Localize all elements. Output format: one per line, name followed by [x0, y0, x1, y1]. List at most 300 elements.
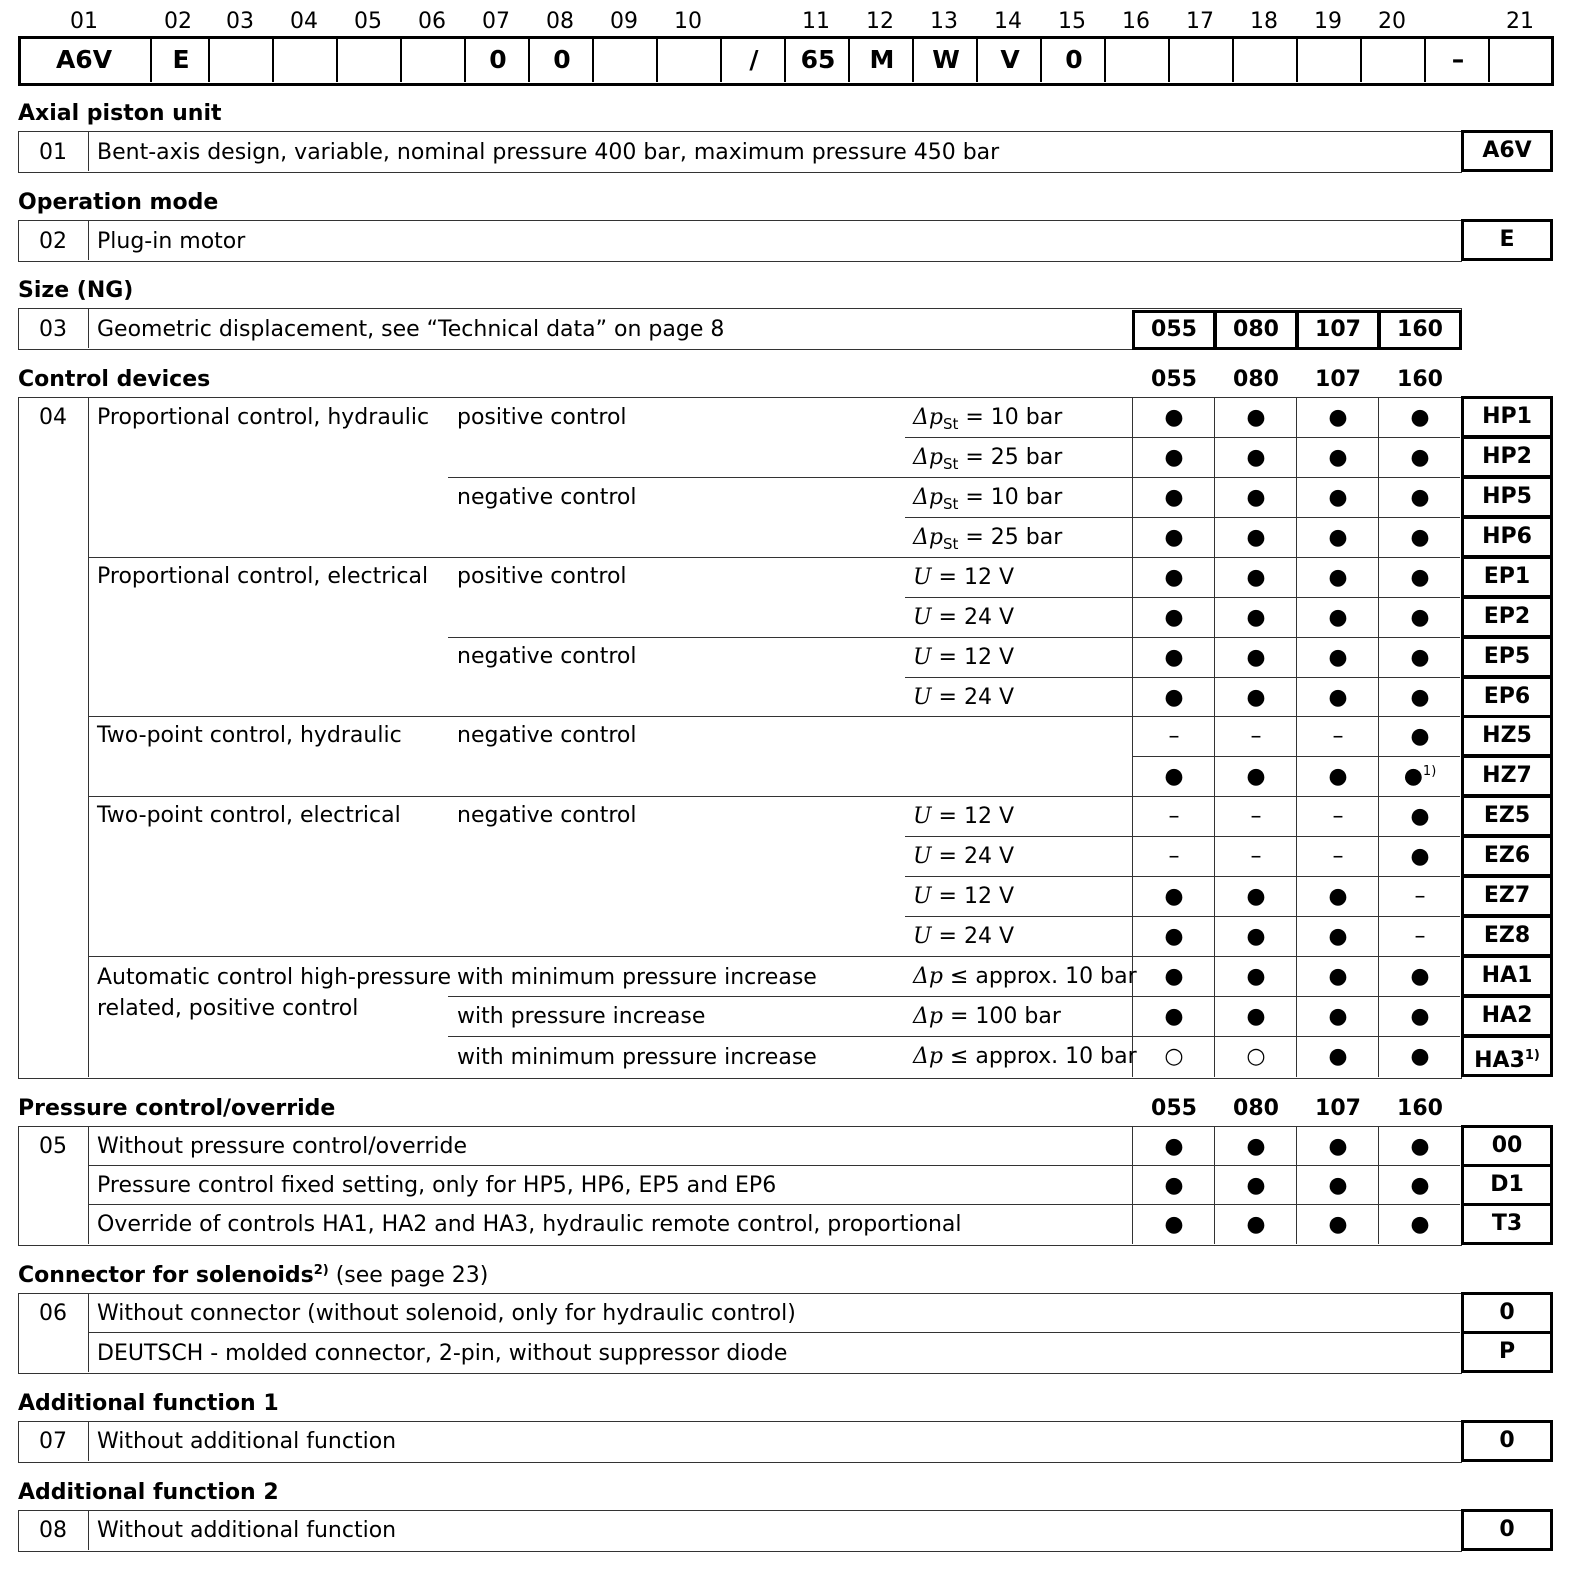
availability-mark	[1133, 724, 1215, 749]
availability-mark	[1133, 605, 1215, 630]
availability-mark: ●	[1246, 1212, 1266, 1237]
condition-value: = 24 V	[931, 844, 1015, 869]
availability-mark	[1215, 405, 1297, 430]
divider	[88, 308, 89, 348]
position-number: 21	[1506, 9, 1534, 34]
mark-symbol: ●	[1328, 964, 1348, 989]
condition-subscript: St	[942, 455, 959, 473]
mark-symbol: ●	[1164, 525, 1184, 550]
row-separator	[905, 916, 1460, 917]
availability-mark	[1215, 605, 1297, 630]
order-code: EP5	[1483, 644, 1531, 669]
row-separator	[88, 1204, 1460, 1205]
row-separator	[448, 1036, 1460, 1037]
availability-mark	[1379, 405, 1461, 430]
order-code: HP1	[1482, 404, 1532, 429]
mark-symbol: ●	[1246, 565, 1266, 590]
type-code-cell: 0	[528, 38, 594, 82]
mark-symbol: ●	[1410, 964, 1430, 989]
row-separator	[905, 836, 1460, 837]
availability-mark	[1379, 924, 1461, 949]
mark-symbol: ●	[1328, 445, 1348, 470]
type-code-cell	[208, 38, 274, 82]
position-number: 01	[70, 9, 98, 34]
condition-text	[913, 485, 1062, 513]
row-number: 01	[39, 140, 67, 165]
order-code-box	[1461, 955, 1553, 997]
condition-symbol: Δp	[913, 445, 943, 470]
condition-value: ≤ approx. 10 bar	[942, 964, 1137, 989]
row-text: Plug-in motor	[97, 229, 246, 254]
availability-mark	[1379, 1004, 1461, 1029]
availability-mark	[1215, 724, 1297, 749]
order-code-box	[1461, 1035, 1553, 1077]
availability-mark	[1133, 405, 1215, 430]
condition-symbol: Δp	[913, 485, 943, 510]
availability-mark	[1133, 884, 1215, 909]
section-title-note: (see page 23)	[328, 1263, 489, 1288]
order-code-box: T3	[1461, 1203, 1553, 1245]
availability-mark	[1379, 764, 1461, 789]
availability-mark	[1133, 964, 1215, 989]
condition-symbol: U	[913, 924, 932, 949]
type-code-cell	[400, 38, 466, 82]
row-text: Without additional function	[97, 1429, 397, 1454]
section-title-size: Size (NG)	[18, 278, 134, 303]
row-separator	[448, 637, 1460, 638]
size-box-160: 160	[1378, 310, 1462, 350]
condition-symbol: Δp	[913, 405, 943, 430]
mark-symbol: –	[1250, 804, 1262, 829]
condition-text	[913, 924, 1014, 949]
availability-mark	[1297, 645, 1379, 670]
condition-value: = 24 V	[931, 924, 1015, 949]
availability-mark	[1215, 924, 1297, 949]
availability-mark	[1297, 724, 1379, 749]
availability-mark	[1297, 1004, 1379, 1029]
availability-mark	[1215, 964, 1297, 989]
mark-symbol: ●	[1328, 485, 1348, 510]
mark-symbol: ○	[1246, 1044, 1266, 1069]
availability-mark	[1379, 525, 1461, 550]
order-code-box: E	[1461, 219, 1553, 261]
row-text: Bent-axis design, variable, nominal pressure 400 bar, maximum pressure 450 bar	[97, 140, 1000, 165]
mark-symbol: ●	[1410, 1004, 1430, 1029]
type-code-cell: 65	[784, 38, 850, 82]
availability-mark	[1133, 685, 1215, 710]
row-separator	[905, 437, 1460, 438]
divider	[88, 1332, 1460, 1333]
availability-mark	[1379, 645, 1461, 670]
condition-value: = 10 bar	[958, 485, 1063, 510]
type-code-cell: A6V	[55, 45, 113, 74]
condition-text	[913, 405, 1062, 433]
order-code: HP6	[1482, 524, 1532, 549]
mark-symbol: ●	[1328, 924, 1348, 949]
availability-mark	[1297, 445, 1379, 470]
availability-mark: ●	[1328, 1173, 1348, 1198]
mark-symbol: ●	[1164, 405, 1184, 430]
order-code-box	[1461, 676, 1553, 718]
mark-symbol: ●	[1328, 884, 1348, 909]
position-number: 18	[1250, 9, 1278, 34]
order-code: HP5	[1482, 484, 1532, 509]
availability-mark	[1215, 764, 1297, 789]
order-code-box	[1461, 995, 1553, 1037]
availability-mark	[1379, 1044, 1461, 1069]
condition-text	[913, 1004, 1061, 1029]
order-code: HA2	[1481, 1003, 1533, 1028]
availability-mark	[1297, 605, 1379, 630]
row-separator	[448, 996, 1460, 997]
mark-symbol: ●	[1164, 924, 1184, 949]
row-separator	[88, 1165, 1460, 1166]
position-number: 12	[866, 9, 894, 34]
mark-symbol: ●	[1328, 1044, 1348, 1069]
mark-symbol: –	[1168, 804, 1180, 829]
row-separator	[448, 477, 1460, 478]
availability-mark	[1133, 565, 1215, 590]
availability-mark: ●	[1328, 1212, 1348, 1237]
mark-symbol: ●	[1410, 605, 1430, 630]
availability-mark: ●	[1164, 1173, 1184, 1198]
mark-symbol: ●	[1164, 1004, 1184, 1029]
order-code-box	[1461, 596, 1553, 638]
availability-mark	[1215, 804, 1297, 829]
position-number: 02	[164, 9, 192, 34]
row-number: 04	[39, 405, 67, 430]
section-title-additional-function-2: Additional function 2	[18, 1480, 279, 1505]
mark-symbol: ●	[1246, 405, 1266, 430]
condition-text	[913, 685, 1014, 710]
availability-mark: ●	[1246, 1173, 1266, 1198]
divider	[88, 1510, 89, 1550]
order-code-box	[1461, 636, 1553, 678]
position-number: 19	[1314, 9, 1342, 34]
mark-symbol: ○	[1164, 1044, 1184, 1069]
row-separator	[88, 956, 1460, 957]
mark-symbol: ●	[1246, 924, 1266, 949]
availability-mark	[1297, 485, 1379, 510]
availability-mark	[1297, 884, 1379, 909]
availability-mark	[1215, 844, 1297, 869]
row-number: 07	[39, 1429, 67, 1454]
order-code: EP1	[1483, 564, 1531, 589]
mark-symbol: ●	[1246, 1004, 1266, 1029]
mark-symbol: ●	[1164, 764, 1184, 789]
availability-mark	[1379, 565, 1461, 590]
mark-symbol: –	[1332, 844, 1344, 869]
divider	[88, 220, 89, 260]
condition-symbol: U	[913, 605, 932, 630]
mark-symbol: ●	[1164, 445, 1184, 470]
condition-text	[913, 844, 1014, 869]
mark-symbol: ●	[1328, 685, 1348, 710]
mark-symbol: ●	[1410, 804, 1430, 829]
position-number: 11	[802, 9, 830, 34]
order-code-box: 0	[1461, 1509, 1553, 1551]
section-title-text: Connector for solenoids	[18, 1263, 314, 1288]
divider	[88, 397, 89, 1077]
availability-mark	[1379, 445, 1461, 470]
row-number: 08	[39, 1518, 67, 1543]
position-number: 15	[1058, 9, 1086, 34]
position-number: 03	[226, 9, 254, 34]
section-title-axial-piston-unit: Axial piston unit	[18, 101, 222, 126]
control-group-label: Automatic control high-pressure	[97, 965, 451, 990]
condition-value: = 24 V	[931, 685, 1015, 710]
condition-text	[913, 525, 1062, 553]
row-text: Override of controls HA1, HA2 and HA3, hydraulic remote control, proportional	[97, 1212, 962, 1237]
condition-symbol: U	[913, 884, 932, 909]
row-separator	[905, 517, 1460, 518]
row-separator	[1132, 756, 1460, 757]
row-number: 02	[39, 229, 67, 254]
condition-value: = 24 V	[931, 605, 1015, 630]
type-code-cell: /	[720, 38, 786, 82]
mark-symbol: –	[1414, 924, 1426, 949]
control-sub-label: with minimum pressure increase	[457, 965, 817, 990]
order-code-box	[1461, 476, 1553, 518]
order-code-box: 0	[1461, 1420, 1553, 1462]
position-number: 20	[1378, 9, 1406, 34]
position-number: 04	[290, 9, 318, 34]
type-code-cell: 0	[464, 38, 530, 82]
position-number: 13	[930, 9, 958, 34]
availability-mark	[1133, 445, 1215, 470]
availability-mark	[1379, 685, 1461, 710]
availability-mark	[1133, 645, 1215, 670]
condition-text	[913, 964, 1137, 989]
order-code: HA3	[1474, 1048, 1525, 1073]
availability-mark	[1215, 445, 1297, 470]
availability-mark	[1297, 565, 1379, 590]
column-header: 160	[1397, 1096, 1443, 1121]
availability-mark	[1379, 605, 1461, 630]
mark-symbol: ●	[1246, 525, 1266, 550]
row-separator	[88, 557, 1460, 558]
mark-symbol: ●	[1328, 565, 1348, 590]
footnote-ref: 1)	[1524, 1048, 1540, 1063]
order-code: EP2	[1483, 604, 1531, 629]
availability-mark	[1297, 685, 1379, 710]
order-code-box	[1461, 715, 1553, 757]
order-code-box	[1461, 915, 1553, 957]
mark-symbol: ●	[1410, 405, 1430, 430]
availability-mark	[1297, 525, 1379, 550]
availability-mark: ●	[1328, 1134, 1348, 1159]
row-text: DEUTSCH - molded connector, 2-pin, without suppressor diode	[97, 1341, 788, 1366]
condition-subscript: St	[942, 415, 959, 433]
order-code-box	[1461, 436, 1553, 478]
type-code-cell	[1296, 38, 1362, 82]
row-separator	[88, 796, 1460, 797]
row-text: Without additional function	[97, 1518, 397, 1543]
mark-symbol: ●	[1410, 525, 1430, 550]
column-header: 107	[1315, 1096, 1361, 1121]
type-code-cell	[1104, 38, 1170, 82]
type-code-cell	[272, 38, 338, 82]
order-code-box	[1461, 835, 1553, 877]
mark-symbol: –	[1332, 804, 1344, 829]
column-header: 055	[1151, 1096, 1197, 1121]
mark-symbol: ●	[1410, 645, 1430, 670]
mark-symbol: ●	[1246, 485, 1266, 510]
availability-mark: ●	[1164, 1134, 1184, 1159]
order-code-box: D1	[1461, 1164, 1553, 1206]
availability-mark	[1297, 764, 1379, 789]
order-code-box: 0	[1461, 1292, 1553, 1334]
condition-value: = 100 bar	[942, 1004, 1061, 1029]
availability-mark	[1133, 485, 1215, 510]
condition-value: = 12 V	[931, 645, 1015, 670]
mark-symbol: ●	[1164, 565, 1184, 590]
mark-symbol: –	[1332, 724, 1344, 749]
condition-symbol: Δp	[913, 964, 943, 989]
control-sub-label: with pressure increase	[457, 1004, 706, 1029]
condition-value: = 25 bar	[958, 445, 1063, 470]
order-code: HZ5	[1482, 723, 1532, 748]
condition-subscript: St	[942, 495, 959, 513]
mark-symbol: ●	[1164, 884, 1184, 909]
column-header: 055	[1151, 367, 1197, 392]
availability-mark: ●	[1164, 1212, 1184, 1237]
order-code: EZ7	[1483, 883, 1531, 908]
order-code: EZ6	[1483, 843, 1531, 868]
mark-symbol: –	[1414, 884, 1426, 909]
condition-symbol: U	[913, 685, 932, 710]
condition-symbol: U	[913, 645, 932, 670]
row-text: Geometric displacement, see “Technical data” on page 8	[97, 317, 725, 342]
availability-mark	[1379, 485, 1461, 510]
type-code-cell	[1232, 38, 1298, 82]
size-box-080: 080	[1214, 310, 1298, 350]
mark-symbol: ●	[1328, 605, 1348, 630]
condition-value: = 10 bar	[958, 405, 1063, 430]
control-group-label: Two-point control, hydraulic	[97, 723, 402, 748]
divider	[88, 131, 89, 171]
mark-symbol: ●	[1328, 525, 1348, 550]
control-group-label: Proportional control, electrical	[97, 564, 429, 589]
row-separator	[905, 876, 1460, 877]
mark-symbol: ●	[1246, 685, 1266, 710]
mark-symbol: ●	[1410, 565, 1430, 590]
type-code-cell	[1168, 38, 1234, 82]
condition-symbol: U	[913, 565, 932, 590]
footnote-ref: 2)	[313, 1263, 329, 1278]
mark-symbol: ●	[1410, 724, 1430, 749]
mark-symbol: ●	[1328, 1004, 1348, 1029]
mark-symbol: –	[1250, 844, 1262, 869]
row-text: Without connector (without solenoid, only for hydraulic control)	[97, 1301, 796, 1326]
availability-mark	[1297, 1044, 1379, 1069]
mark-symbol: ●	[1246, 964, 1266, 989]
mark-symbol: ●	[1328, 764, 1348, 789]
availability-mark	[1297, 405, 1379, 430]
availability-mark	[1133, 844, 1215, 869]
mark-symbol: ●	[1410, 485, 1430, 510]
availability-mark	[1379, 804, 1461, 829]
availability-mark: ●	[1246, 1134, 1266, 1159]
type-code-cell: –	[1424, 38, 1490, 82]
availability-mark	[1215, 565, 1297, 590]
availability-mark	[1215, 525, 1297, 550]
mark-symbol: ●	[1246, 884, 1266, 909]
availability-mark	[1297, 844, 1379, 869]
condition-value: = 12 V	[931, 884, 1015, 909]
row-text: Without pressure control/override	[97, 1134, 467, 1159]
condition-value: = 25 bar	[958, 525, 1063, 550]
control-group-label: related, positive control	[97, 996, 359, 1021]
row-separator	[905, 677, 1460, 678]
order-code: HZ7	[1482, 763, 1532, 788]
availability-mark	[1379, 844, 1461, 869]
availability-mark	[1215, 645, 1297, 670]
availability-mark	[1133, 764, 1215, 789]
mark-symbol: ●	[1410, 685, 1430, 710]
section-title-operation-mode: Operation mode	[18, 190, 219, 215]
availability-mark	[1215, 1004, 1297, 1029]
availability-mark	[1297, 804, 1379, 829]
column-header: 080	[1233, 367, 1279, 392]
availability-mark	[1297, 964, 1379, 989]
order-code-box	[1461, 396, 1553, 438]
control-sub-label: negative control	[457, 485, 637, 510]
section-title-connector	[18, 1263, 488, 1288]
row-number: 05	[39, 1134, 67, 1159]
position-number: 17	[1186, 9, 1214, 34]
row-text: Pressure control fixed setting, only for HP5, HP6, EP5 and EP6	[97, 1173, 777, 1198]
condition-text	[913, 1044, 1137, 1069]
type-code-cell: M	[848, 38, 914, 82]
type-code-cell: W	[912, 38, 978, 82]
order-code-box	[1461, 516, 1553, 558]
availability-mark: ●	[1410, 1134, 1430, 1159]
mark-symbol: ●	[1164, 685, 1184, 710]
order-code: EZ5	[1483, 803, 1531, 828]
availability-mark	[1215, 685, 1297, 710]
availability-mark	[1215, 1044, 1297, 1069]
availability-mark	[1379, 964, 1461, 989]
mark-symbol: ●	[1403, 764, 1423, 789]
order-code-box: A6V	[1461, 130, 1553, 172]
mark-symbol: –	[1168, 724, 1180, 749]
section-title-pressure-control: Pressure control/override	[18, 1096, 336, 1121]
mark-symbol: ●	[1328, 405, 1348, 430]
availability-mark	[1133, 924, 1215, 949]
order-code: EP6	[1483, 684, 1531, 709]
condition-text	[913, 645, 1014, 670]
divider	[88, 1126, 89, 1244]
type-code-cell	[336, 38, 402, 82]
position-number: 06	[418, 9, 446, 34]
mark-symbol: ●	[1246, 645, 1266, 670]
mark-symbol: ●	[1164, 964, 1184, 989]
mark-symbol: ●	[1164, 485, 1184, 510]
order-code: HA1	[1481, 963, 1533, 988]
mark-symbol: ●	[1410, 1044, 1430, 1069]
condition-text	[913, 565, 1014, 590]
availability-mark	[1133, 1004, 1215, 1029]
availability-mark: ●	[1410, 1212, 1430, 1237]
availability-mark	[1133, 525, 1215, 550]
mark-symbol: ●	[1246, 445, 1266, 470]
divider	[88, 1421, 89, 1461]
condition-value: = 12 V	[931, 804, 1015, 829]
control-sub-label: with minimum pressure increase	[457, 1045, 817, 1070]
size-box-107: 107	[1296, 310, 1380, 350]
mark-symbol: –	[1250, 724, 1262, 749]
